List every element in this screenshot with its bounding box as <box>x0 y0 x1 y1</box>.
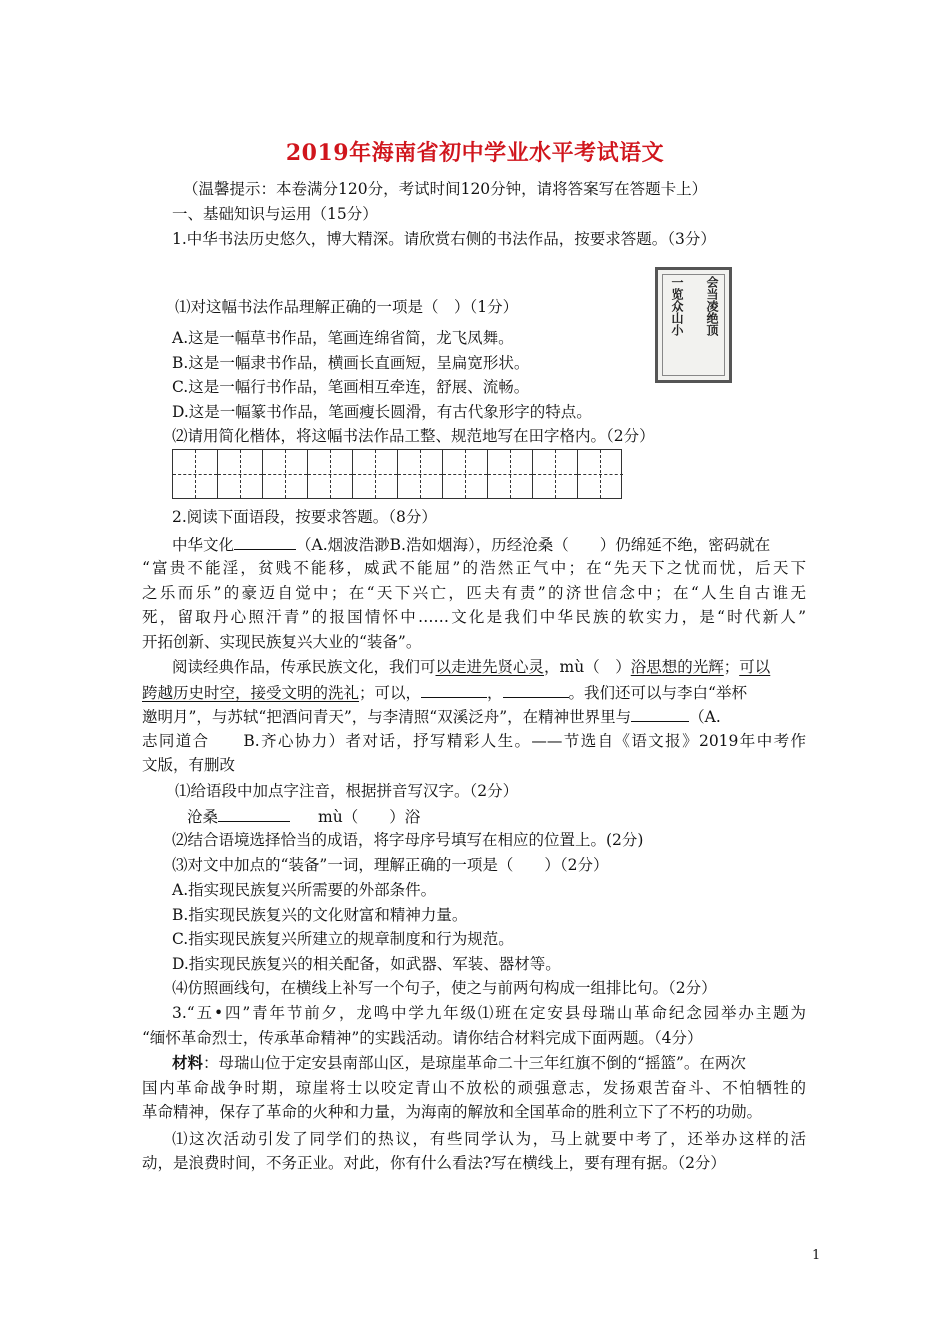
q3-sub1-line1: ⑴这次活动引发了同学们的热议，有些同学认为，马上就要中考了，还举办这样的活 <box>172 1130 806 1148</box>
grid-cell[interactable] <box>398 450 443 498</box>
q2-p1-line1: 中华文化 （A.烟波浩渺B.浩如烟海），历经沧桑（ ）仍绵延不绝，密码就在 <box>172 536 771 554</box>
q2-option-a: A.指实现民族复兴所需要的外部条件。 <box>172 881 437 899</box>
section-heading: 一、基础知识与运用（15分） <box>172 205 378 223</box>
q2-p1-line4: 死，留取丹心照汗青”的报国情怀中……文化是我们中华民族的软实力，是“时代新人” <box>142 608 806 626</box>
grid-cell[interactable] <box>533 450 578 498</box>
q2-sub1-answer: 沧桑 mù（ ）浴 <box>187 808 421 826</box>
grid-cell[interactable] <box>173 450 218 498</box>
answer-blank[interactable] <box>631 706 689 722</box>
q3-material-line3: 革命精神，保存了革命的火种和力量，为海南的解放和全国革命的胜利立下了不朽的功勋。 <box>142 1103 763 1121</box>
calligraphy-artwork <box>655 267 732 383</box>
q1-stem: 1.中华书法历史悠久，博大精深。请欣赏右侧的书法作品，按要求答题。（3分） <box>172 230 716 248</box>
underlined-sentence: 跨越历史时空，接受文明的洗礼 <box>142 684 360 702</box>
grid-cell[interactable] <box>353 450 398 498</box>
q3-line2: “缅怀革命烈士，传承革命精神”的实践活动。请你结合材料完成下面两题。（4分） <box>142 1029 703 1047</box>
q2-sub3: ⑶对文中加点的“装备”一词，理解正确的一项是（ ）（2分） <box>172 856 609 874</box>
writing-grid[interactable] <box>172 449 622 499</box>
grid-cell[interactable] <box>218 450 263 498</box>
calligraphy-col-right: 会当凌绝顶 <box>705 276 719 336</box>
q1-option-d: D.这是一幅篆书作品，笔画瘦长圆滑，有古代象形字的特点。 <box>172 403 592 421</box>
tip-text: （温馨提示：本卷满分120分，考试时间120分钟，请将答案写在答题卡上） <box>183 180 708 198</box>
exam-title: 2019年海南省初中学业水平考试语文 <box>285 140 665 166</box>
material-label: 材料 <box>172 1053 204 1072</box>
grid-cell[interactable] <box>263 450 308 498</box>
q1-option-c: C.这是一幅行书作品，笔画相互牵连，舒展、流畅。 <box>172 378 530 396</box>
q1-option-a: A.这是一幅草书作品，笔画连绵省简，龙飞凤舞。 <box>172 329 514 347</box>
grid-cell[interactable] <box>578 450 623 498</box>
q2-option-c: C.指实现民族复兴所建立的规章制度和行为规范。 <box>172 930 514 948</box>
q1-sub2: ⑵请用简化楷体，将这幅书法作品工整、规范地写在田字格内。（2分） <box>172 427 655 445</box>
q2-p2-line4: 志同道合 B.齐心协力）者对话，抒写精彩人生。——节选自《语文报》2019年中考作 <box>142 732 806 750</box>
answer-blank[interactable] <box>503 682 569 698</box>
underlined-sentence: 以走进先贤心灵 <box>435 658 545 676</box>
answer-blank[interactable] <box>218 806 290 822</box>
grid-cell[interactable] <box>488 450 533 498</box>
q2-p2-line3: 邀明月”，与苏轼“把酒问青天”，与李清照“双溪泛舟”，在精神世界里与 （A. <box>142 708 721 726</box>
q2-p2-line5: 文版，有删改 <box>142 756 236 774</box>
underlined-sentence: 浴思想的光辉 <box>630 658 724 676</box>
q2-p2-line1: 阅读经典作品，传承民族文化，我们可以走进先贤心灵，mù（ ）浴思想的光辉；可以 <box>172 658 771 676</box>
q1-sub1: ⑴对这幅书法作品理解正确的一项是（ ）（1分） <box>175 298 519 316</box>
grid-cell[interactable] <box>443 450 488 498</box>
q3-material-line2: 国内革命战争时期，琼崖将士以咬定青山不放松的顽强意志，发扬艰苦奋斗、不怕牺牲的 <box>142 1079 806 1097</box>
q2-sub1: ⑴给语段中加点字注音，根据拼音写汉字。（2分） <box>175 782 519 800</box>
q2-option-b: B.指实现民族复兴的文化财富和精神力量。 <box>172 906 468 924</box>
q3-line1: 3.“五•四”青年节前夕，龙鸣中学九年级⑴班在定安县母瑞山革命纪念园举办主题为 <box>172 1004 806 1022</box>
q2-p1-line2: “富贵不能淫，贫贱不能移，威武不能屈”的浩然正气中；在“先天下之忧而忧，后天下 <box>142 559 806 577</box>
q2-p1-line5: 开拓创新、实现民族复兴大业的“装备”。 <box>142 633 422 651</box>
q2-sub4: ⑷仿照画线句，在横线上补写一个句子，使之与前两句构成一组排比句。（2分） <box>172 979 717 997</box>
q2-option-d: D.指实现民族复兴的相关配备，如武器、军装、器材等。 <box>172 955 561 973</box>
q2-stem: 2.阅读下面语段，按要求答题。（8分） <box>172 508 437 526</box>
answer-blank[interactable] <box>234 534 296 550</box>
calligraphy-col-left: 一览众山小 <box>670 276 684 336</box>
grid-cell[interactable] <box>308 450 353 498</box>
underlined-sentence: 可以 <box>739 658 771 676</box>
q2-p2-line2: 跨越历史时空，接受文明的洗礼；可以， ， 。我们还可以与李白“举杯 <box>142 684 747 702</box>
q3-sub1-line2: 动，是浪费时间，不务正业。对此，你有什么看法?写在横线上，要有理有据。（2分） <box>142 1154 726 1172</box>
q2-p1-line3: 之乐而乐”的豪迈自觉中；在“天下兴亡，匹夫有责”的济世信念中；在“人生自古谁无 <box>142 584 806 602</box>
answer-blank[interactable] <box>421 682 487 698</box>
q3-material-line1: 材料：母瑞山位于定安县南部山区，是琼崖革命二十三年红旗不倒的“摇篮”。在两次 <box>172 1053 746 1072</box>
q1-option-b: B.这是一幅隶书作品，横画长直画短，呈扁宽形状。 <box>172 354 530 372</box>
page-number: 1 <box>812 1248 821 1263</box>
q2-sub2: ⑵结合语境选择恰当的成语，将字母序号填写在相应的位置上。(2分) <box>172 831 644 849</box>
